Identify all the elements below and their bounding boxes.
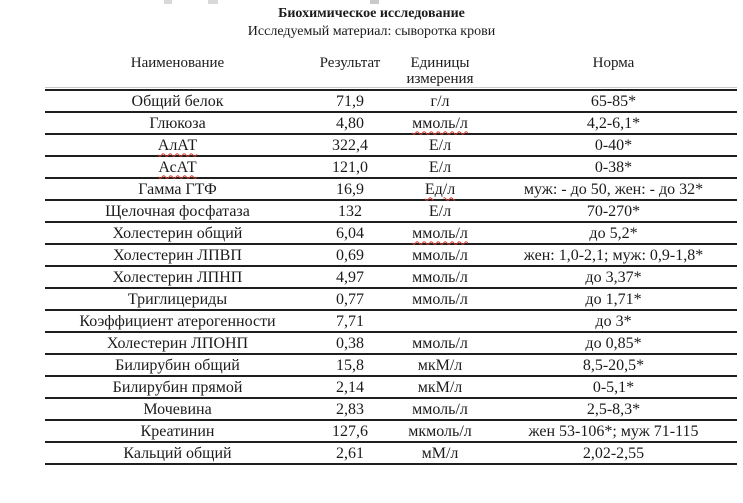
table-row bbox=[45, 333, 737, 355]
cell-name-text: Гамма ГТФ bbox=[138, 180, 217, 198]
table-row bbox=[45, 267, 737, 289]
cell-result bbox=[310, 92, 390, 111]
cell-result-text: 127,6 bbox=[332, 422, 368, 440]
cell-result bbox=[310, 224, 390, 243]
cell-name bbox=[45, 444, 310, 463]
cell-units-text: ммоль/л bbox=[412, 400, 468, 418]
cell-name-text: АсАТ bbox=[158, 158, 197, 176]
table-row bbox=[45, 135, 737, 157]
cell-name bbox=[45, 92, 310, 111]
column-header-units: Единицы измерения bbox=[406, 55, 474, 87]
cell-name-text: Билирубин общий bbox=[115, 356, 240, 374]
cell-units bbox=[390, 202, 490, 221]
cell-result bbox=[310, 444, 390, 463]
cell-name-text: Глюкоза bbox=[149, 114, 206, 132]
cell-norm-text: 0-5,1* bbox=[592, 378, 635, 396]
cell-name-text: Билирубин прямой bbox=[112, 378, 243, 396]
cell-result bbox=[310, 268, 390, 287]
cell-norm-text: 0-38* bbox=[594, 158, 633, 176]
cell-units-text: мкмоль/л bbox=[408, 422, 472, 440]
cell-name bbox=[45, 136, 310, 155]
cell-name bbox=[45, 356, 310, 375]
cell-result-text: 7,71 bbox=[336, 312, 364, 330]
cell-units bbox=[390, 334, 490, 353]
cell-norm bbox=[490, 356, 737, 375]
cell-name-text: Мочевина bbox=[143, 400, 212, 418]
cell-name bbox=[45, 334, 310, 353]
cell-name bbox=[45, 422, 310, 441]
column-header-result: Результат bbox=[319, 55, 381, 71]
table-row bbox=[45, 245, 737, 267]
cell-units-text: ммоль/л bbox=[412, 224, 468, 242]
cell-units bbox=[390, 444, 490, 463]
cell-name-text: Холестерин ЛПОНП bbox=[106, 334, 249, 352]
cell-name bbox=[45, 158, 310, 177]
cell-units-text: Ед/л bbox=[424, 180, 456, 198]
table-row bbox=[45, 289, 737, 311]
table-row bbox=[45, 201, 737, 223]
cell-result-text: 121,0 bbox=[332, 158, 368, 176]
cell-result-text: 71,9 bbox=[336, 92, 364, 110]
cell-result-text: 0,77 bbox=[336, 290, 364, 308]
cell-units bbox=[390, 158, 490, 177]
cell-result bbox=[310, 114, 390, 133]
cell-units-text: ммоль/л bbox=[412, 334, 468, 352]
cell-norm-text: до 3* bbox=[595, 312, 632, 330]
cell-result-text: 0,38 bbox=[336, 334, 364, 352]
cell-norm bbox=[490, 136, 737, 155]
table-row bbox=[45, 91, 737, 113]
cell-units bbox=[390, 246, 490, 265]
cell-norm bbox=[490, 158, 737, 177]
cell-result bbox=[310, 422, 390, 441]
table-row bbox=[45, 179, 737, 201]
cell-name-text: Креатинин bbox=[140, 422, 215, 440]
table-row bbox=[45, 113, 737, 135]
cell-units bbox=[390, 136, 490, 155]
cell-norm-text: 4,2-6,1* bbox=[586, 114, 641, 132]
cell-result-text: 4,80 bbox=[336, 114, 364, 132]
cell-name-text: Триглицериды bbox=[127, 290, 228, 308]
cell-units bbox=[390, 180, 490, 199]
cell-result-text: 2,14 bbox=[336, 378, 364, 396]
cropped-text-artifact bbox=[164, 0, 172, 4]
cell-name bbox=[45, 180, 310, 199]
cell-result bbox=[310, 180, 390, 199]
cell-result-text: 4,97 bbox=[336, 268, 364, 286]
cell-name-text: Щелочная фосфатаза bbox=[105, 202, 250, 220]
cell-name-text: Холестерин ЛПНП bbox=[112, 268, 243, 286]
table-row bbox=[45, 355, 737, 377]
table-header-row bbox=[45, 53, 737, 91]
material-line: Исследуемый материал: сыворотка крови bbox=[247, 24, 496, 39]
cell-norm-text: муж: - до 50, жен: - до 32* bbox=[523, 180, 704, 198]
cell-norm-text: до 5,2* bbox=[589, 224, 638, 242]
table-row bbox=[45, 311, 737, 333]
cell-result-text: 6,04 bbox=[336, 224, 364, 242]
cell-result-text: 2,61 bbox=[336, 444, 364, 462]
cell-norm bbox=[490, 202, 737, 221]
cell-norm bbox=[490, 444, 737, 463]
cell-result-text: 2,83 bbox=[336, 400, 364, 418]
cell-units-text: Е/л bbox=[428, 136, 452, 154]
cell-norm bbox=[490, 290, 737, 309]
cell-norm-text: до 3,37* bbox=[585, 268, 642, 286]
cell-result bbox=[310, 246, 390, 265]
cell-units bbox=[390, 114, 490, 133]
cell-name bbox=[45, 312, 310, 331]
cell-name-text: Кальций общий bbox=[123, 444, 232, 462]
cell-norm-text: до 0,85* bbox=[585, 334, 642, 352]
cell-result bbox=[310, 356, 390, 375]
cell-units bbox=[390, 356, 490, 375]
cell-norm-text: 8,5-20,5* bbox=[582, 356, 645, 374]
results-table bbox=[45, 53, 737, 465]
cell-norm bbox=[490, 246, 737, 265]
cell-result-text: 15,8 bbox=[336, 356, 364, 374]
cell-result bbox=[310, 334, 390, 353]
column-header-norm: Норма bbox=[592, 55, 635, 71]
cell-norm bbox=[490, 224, 737, 243]
cell-units bbox=[390, 400, 490, 419]
cell-name-text: Холестерин ЛПВП bbox=[113, 246, 242, 264]
cell-norm bbox=[490, 400, 737, 419]
cell-result bbox=[310, 290, 390, 309]
cell-norm bbox=[490, 114, 737, 133]
cropped-text-artifact bbox=[208, 0, 218, 4]
table-row bbox=[45, 157, 737, 179]
cell-units-text: г/л bbox=[430, 92, 450, 110]
document-title: Биохимическое исследование bbox=[278, 6, 465, 21]
cell-units bbox=[390, 422, 490, 441]
cell-result-text: 16,9 bbox=[336, 180, 364, 198]
cell-norm-text: жен: 1,0-2,1; муж: 0,9-1,8* bbox=[523, 246, 704, 264]
cell-norm-text: жен 53-106*; муж 71-115 bbox=[528, 422, 699, 440]
cell-name bbox=[45, 246, 310, 265]
table-row bbox=[45, 399, 737, 421]
cell-units-text: мкМ/л bbox=[417, 356, 463, 374]
cell-norm bbox=[490, 92, 737, 111]
cell-units bbox=[390, 224, 490, 243]
cell-name bbox=[45, 290, 310, 309]
cell-units-text: мМ/л bbox=[421, 444, 459, 462]
cell-units bbox=[390, 290, 490, 309]
cell-norm-text: 70-270* bbox=[586, 202, 641, 220]
cell-units-text: ммоль/л bbox=[412, 246, 468, 264]
cell-name bbox=[45, 400, 310, 419]
cell-norm bbox=[490, 268, 737, 287]
cropped-text-artifact bbox=[370, 0, 379, 4]
cell-result bbox=[310, 400, 390, 419]
cell-norm bbox=[490, 180, 737, 199]
cell-norm bbox=[490, 422, 737, 441]
column-header-name: Наименование bbox=[130, 55, 225, 71]
cell-name bbox=[45, 268, 310, 287]
cell-result bbox=[310, 158, 390, 177]
cell-norm bbox=[490, 312, 737, 331]
cell-units-text: мкМ/л bbox=[417, 378, 463, 396]
cell-name-text: Коэффициент атерогенности bbox=[79, 312, 276, 330]
cell-units bbox=[390, 268, 490, 287]
cell-name bbox=[45, 114, 310, 133]
table-body bbox=[45, 91, 737, 465]
cell-result bbox=[310, 378, 390, 397]
cell-result bbox=[310, 202, 390, 221]
table-row bbox=[45, 421, 737, 443]
cell-units bbox=[390, 92, 490, 111]
cell-units bbox=[390, 378, 490, 397]
cell-name bbox=[45, 378, 310, 397]
cell-result-text: 0,69 bbox=[336, 246, 364, 264]
cell-name-text: Общий белок bbox=[131, 92, 224, 110]
cell-units-text: Е/л bbox=[428, 202, 452, 220]
cell-name bbox=[45, 224, 310, 243]
cell-name bbox=[45, 202, 310, 221]
cell-result bbox=[310, 136, 390, 155]
cell-units-text: Е/л bbox=[428, 158, 452, 176]
cell-result bbox=[310, 312, 390, 331]
cell-norm-text: 0-40* bbox=[594, 136, 633, 154]
cell-units-text: ммоль/л bbox=[412, 290, 468, 308]
cell-result-text: 132 bbox=[338, 202, 362, 220]
cell-result-text: 322,4 bbox=[332, 136, 368, 154]
cell-norm-text: 2,02-2,55 bbox=[582, 444, 645, 462]
cell-name-text: Холестерин общий bbox=[112, 224, 243, 242]
cell-norm bbox=[490, 378, 737, 397]
cell-norm-text: 2,5-8,3* bbox=[586, 400, 641, 418]
cell-norm-text: 65-85* bbox=[590, 92, 637, 110]
cell-name-text: АлАТ bbox=[157, 136, 198, 154]
cell-norm bbox=[490, 334, 737, 353]
cell-norm-text: до 1,71* bbox=[585, 290, 642, 308]
table-row bbox=[45, 377, 737, 399]
table-row bbox=[45, 223, 737, 245]
cell-units-text: ммоль/л bbox=[412, 268, 468, 286]
table-row bbox=[45, 443, 737, 465]
cell-units-text: ммоль/л bbox=[412, 114, 468, 132]
